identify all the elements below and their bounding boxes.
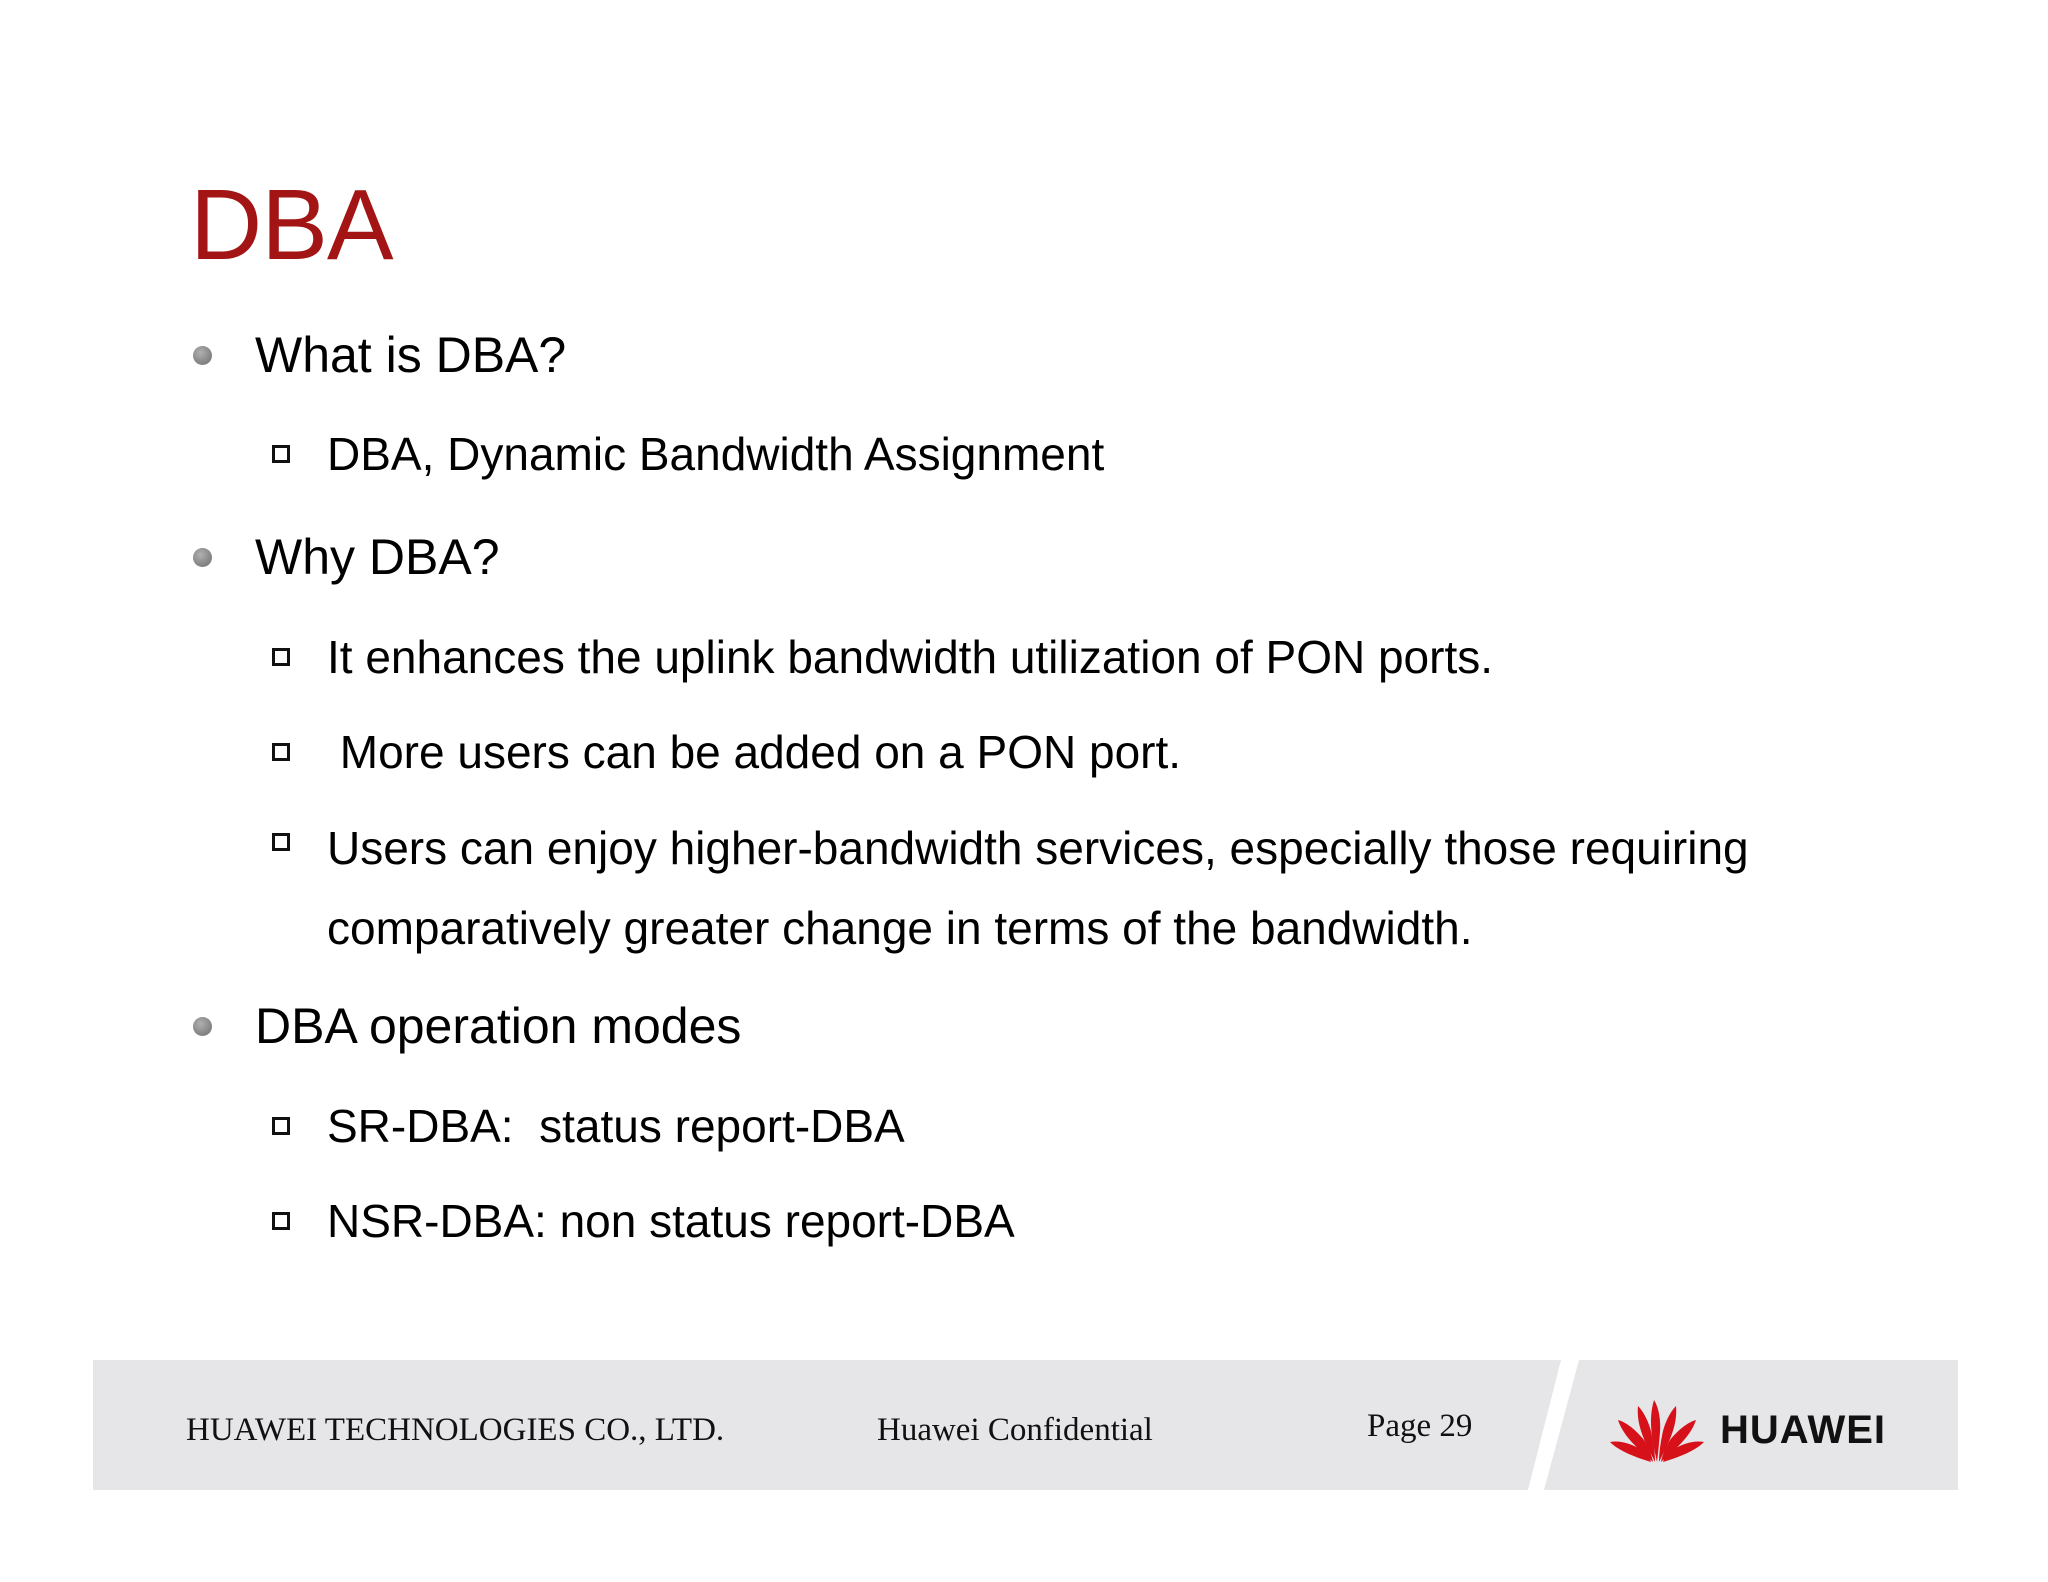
grey-dot-icon bbox=[193, 548, 212, 567]
slide-title: DBA bbox=[190, 169, 393, 281]
hollow-square-icon bbox=[272, 648, 290, 666]
bullet-heading: What is DBA? bbox=[255, 327, 567, 383]
subbullet-dba-definition bbox=[272, 424, 1104, 484]
grey-dot-icon bbox=[193, 346, 212, 365]
grey-dot-icon bbox=[193, 1017, 212, 1036]
bullet-why-dba bbox=[191, 527, 500, 587]
subbullet-nsr-dba bbox=[272, 1191, 1015, 1251]
subbullet-text: NSR-DBA: non status report-DBA bbox=[327, 1195, 1015, 1247]
subbullet-text: More users can be added on a PON port. bbox=[327, 726, 1182, 778]
hollow-square-icon bbox=[272, 1212, 290, 1230]
subbullet-text: SR-DBA: status report-DBA bbox=[327, 1100, 905, 1152]
bullet-operation-modes bbox=[191, 996, 741, 1056]
hollow-square-icon bbox=[272, 743, 290, 761]
slide-footer bbox=[93, 1360, 1958, 1490]
bullet-what-is-dba bbox=[191, 325, 566, 385]
bullet-heading: DBA operation modes bbox=[255, 998, 742, 1054]
subbullet-uplink-utilization bbox=[272, 627, 1493, 687]
subbullet-more-users bbox=[272, 722, 1181, 782]
logo-wordmark: HUAWEI bbox=[1720, 1407, 1886, 1452]
hollow-square-icon bbox=[272, 1117, 290, 1135]
footer-company: HUAWEI TECHNOLOGIES CO., LTD. bbox=[186, 1412, 725, 1448]
huawei-flower-logo bbox=[1608, 1396, 1706, 1464]
footer-page-number: Page 29 bbox=[1367, 1408, 1473, 1444]
subbullet-text: It enhances the uplink bandwidth utilization of PON ports. bbox=[327, 631, 1494, 683]
hollow-square-icon bbox=[272, 833, 290, 851]
subbullet-text: Users can enjoy higher-bandwidth services, especially those requiring comparatively greater change in terms of the bandwidth. bbox=[327, 822, 1749, 954]
subbullet-sr-dba bbox=[272, 1096, 905, 1156]
subbullet-higher-bandwidth bbox=[272, 808, 1827, 968]
footer-confidential: Huawei Confidential bbox=[877, 1412, 1153, 1448]
huawei-logo bbox=[1608, 1396, 1886, 1464]
hollow-square-icon bbox=[272, 445, 290, 463]
bullet-heading: Why DBA? bbox=[255, 529, 500, 585]
subbullet-text: DBA, Dynamic Bandwidth Assignment bbox=[327, 428, 1105, 480]
